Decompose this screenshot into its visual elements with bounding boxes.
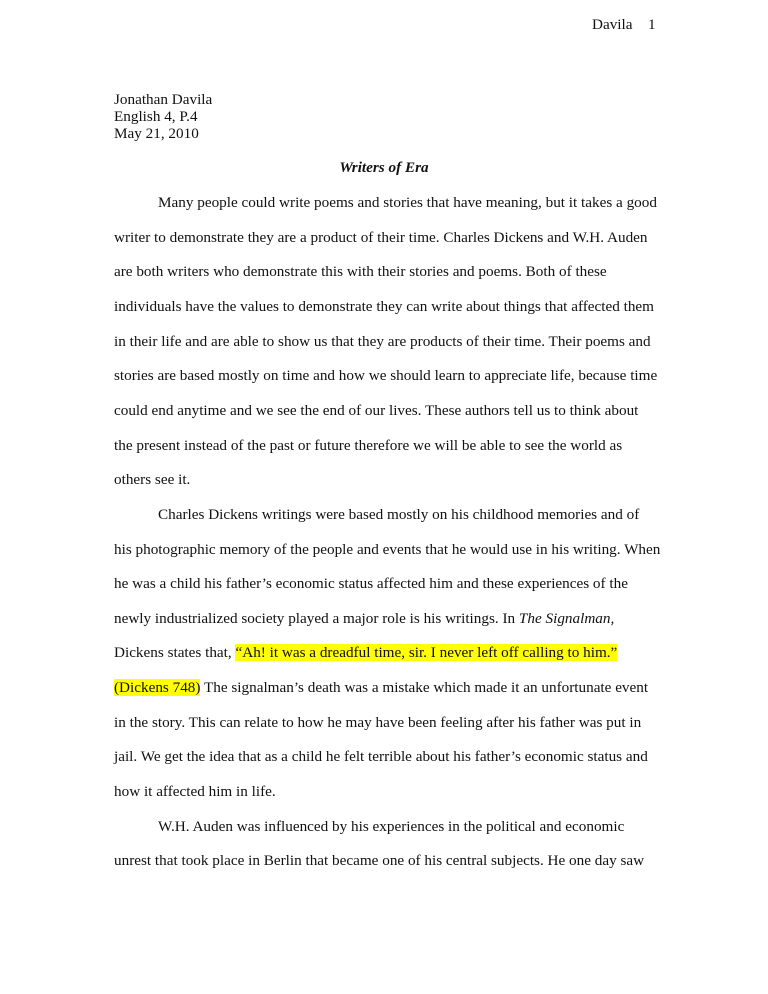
body-line: Charles Dickens writings were based mostly on his childhood memories and of [158,505,640,523]
highlighted-quote: “Ah! it was a dreadful time, sir. I never left off calling to him.” [235,644,618,662]
body-line: stories are based mostly on time and how we should learn to appreciate life, because time [114,367,658,385]
body-line: individuals have the values to demonstrate they can write about things that affected them [114,297,654,315]
header-page-number: 1 [648,16,656,33]
body-line [114,679,648,697]
body-line: are both writers who demonstrate this with their stories and poems. Both of these [114,263,607,281]
header-surname: Davila [592,16,633,33]
body-line: writer to demonstrate they are a product of their time. Charles Dickens and W.H. Auden [114,228,648,246]
body-line: Many people could write poems and stories that have meaning, but it takes a good [158,194,657,211]
body-text: newly industrialized society played a major role is his writings. In [114,609,519,627]
body-line [114,644,617,662]
author-name: Jonathan Davila [114,91,213,108]
body-line: his photographic memory of the people and events that he would use in his writing. When [114,540,661,558]
body-line: in the story. This can relate to how he may have been feeling after his father was put in [114,713,642,731]
essay-title: Writers of Era [339,159,429,176]
body-line: W.H. Auden was influenced by his experiences in the political and economic [158,817,625,835]
course: English 4, P.4 [114,108,198,125]
body-line: unrest that took place in Berlin that became one of his central subjects. He one day saw [114,852,645,870]
body-line: could end anytime and we see the end of our lives. These authors tell us to think about [114,401,639,419]
body-line [114,610,614,628]
body-line: others see it. [114,471,191,489]
date: May 21, 2010 [114,125,199,142]
body-line: the present instead of the past or future therefore we will be able to see the world as [114,436,623,454]
body-line: in their life and are able to show us that they are products of their time. Their poems and [114,332,651,350]
body-text: The signalman’s death was a mistake which made it an unfortunate event [200,679,649,697]
body-text: Dickens states that, [114,644,236,662]
body-line: how it affected him in life. [114,783,276,800]
body-line: jail. We get the idea that as a child he felt terrible about his father’s economic status and [114,748,648,766]
italic-title-reference: The Signalman, [518,609,615,627]
highlighted-citation: (Dickens 748) [114,679,201,697]
body-line: he was a child his father’s economic status affected him and these experiences of the [114,575,628,593]
